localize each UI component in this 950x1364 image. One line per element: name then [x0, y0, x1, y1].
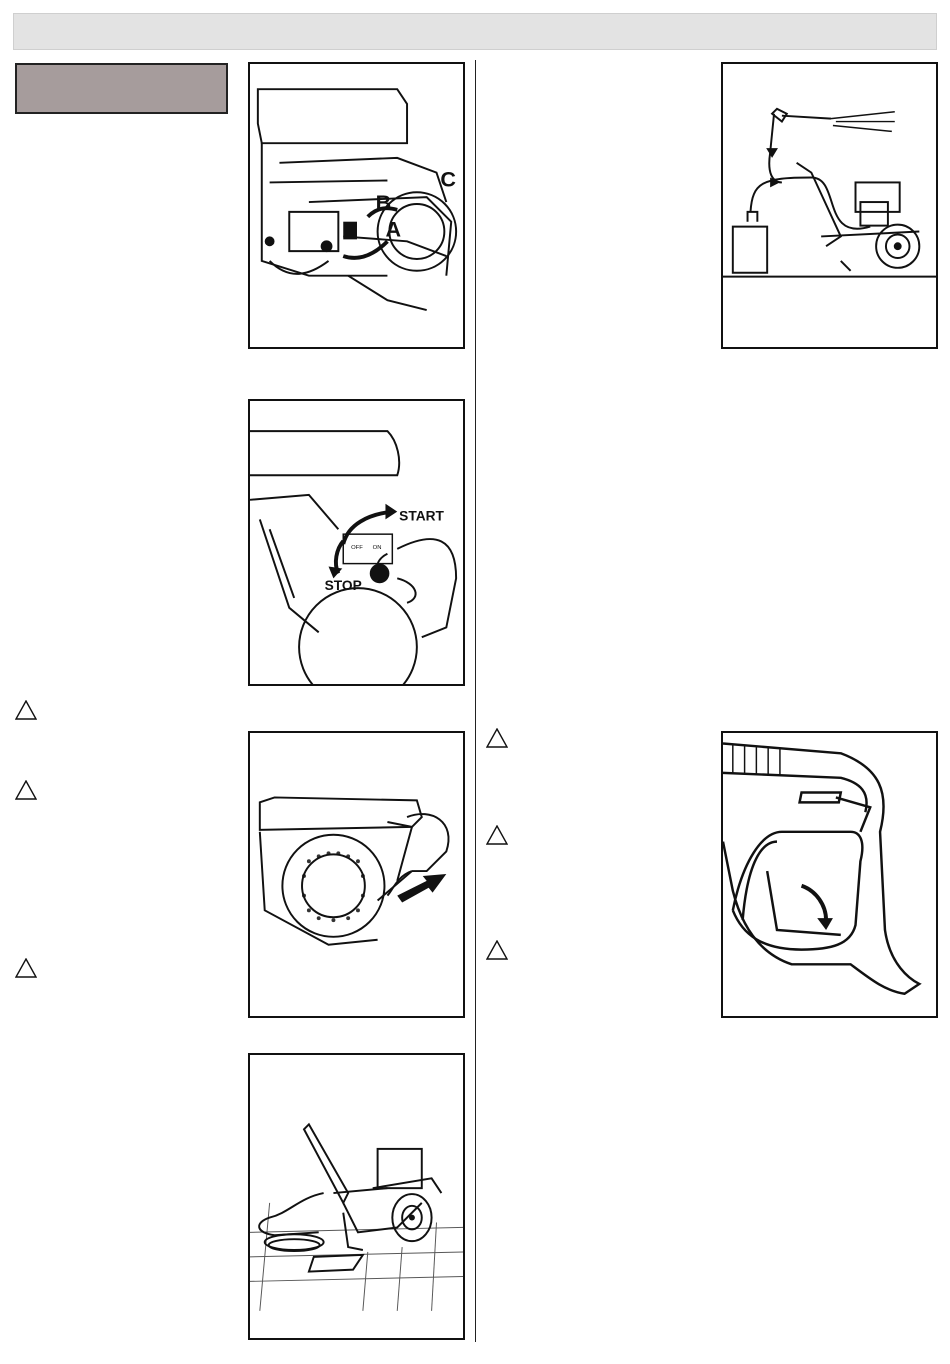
figure-machine-hose [248, 1053, 465, 1340]
figure-detergent-setup [721, 62, 938, 349]
page-header-bar [13, 13, 937, 50]
label-a: A [385, 216, 402, 242]
figure-ignition-switch [248, 399, 465, 686]
warning-triangle-icon [486, 825, 508, 845]
switch-off-label: OFF [351, 544, 363, 551]
warning-triangle-icon [15, 958, 37, 978]
warning-triangle-icon [486, 728, 508, 748]
column-divider [475, 60, 476, 1342]
warning-triangle-icon [486, 940, 508, 960]
engine-controls-illustration [250, 64, 463, 347]
switch-on-label: ON [372, 544, 382, 551]
ignition-switch-illustration [250, 401, 463, 684]
machine-hose-illustration [250, 1055, 463, 1338]
start-label: START [399, 508, 444, 524]
section-heading-box [15, 63, 228, 114]
label-b: B [375, 189, 392, 215]
label-c: C [440, 166, 457, 192]
detergent-setup-illustration [723, 64, 936, 347]
warning-triangle-icon [15, 780, 37, 800]
trigger-gun-illustration [723, 733, 936, 1016]
figure-trigger-gun [721, 731, 938, 1018]
recoil-starter-illustration [250, 733, 463, 1016]
stop-label: STOP [324, 578, 362, 594]
warning-triangle-icon [15, 700, 37, 720]
figure-recoil-starter [248, 731, 465, 1018]
figure-engine-controls [248, 62, 465, 349]
